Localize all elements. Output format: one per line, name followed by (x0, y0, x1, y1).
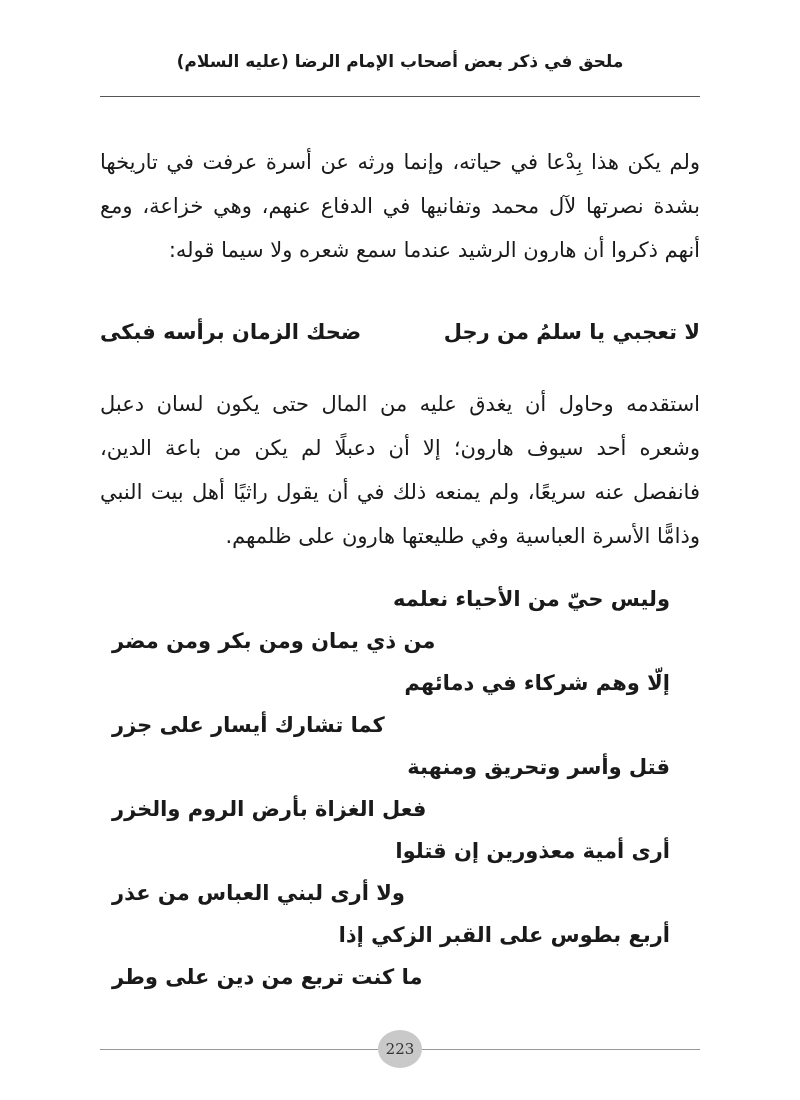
running-header: ملحق في ذكر بعض أصحاب الإمام الرضا (عليه السلام) (176, 52, 624, 72)
poem-verse-4-second: ولا أرى لبني العباس من عذر (112, 881, 405, 905)
poem-verse-4-first: أرى أمية معذورين إن قتلوا (395, 839, 670, 863)
poem-verse-3-first: قتل وأسر وتحريق ومنهبة (407, 755, 670, 779)
poem-verse-1-second: من ذي يمان ومن بكر ومن مضر (112, 629, 436, 653)
quoted-verse (100, 320, 700, 344)
footer-divider-left (100, 1049, 378, 1050)
poem-verse-5-second: ما كنت تربع من دين على وطر (112, 965, 423, 989)
header-divider (100, 96, 700, 97)
quoted-verse-first-hemistich: لا تعجبي يا سلمُ من رجل (443, 320, 700, 344)
page-number: 223 (378, 1030, 422, 1068)
paragraph-1: ولم يكن هذا بِدْعا في حياته، وإنما ورثه عن أسرة عرفت في تاريخها بشدة نصرتها لآل محمد وتفانيها في الدفاع عنهم، وهي خزاعة، ومع أنهم ذكروا أن هارون الرشيد عندما سمع شعره ولا سيما قوله: (100, 150, 700, 262)
poem-verse-5-first: أربع بطوس على القبر الزكي إذا (338, 923, 670, 947)
paragraph-2: استقدمه وحاول أن يغدق عليه من المال حتى يكون لسان دعبل وشعره أحد سيوف هارون؛ إلا أن دعبلًا لم يكن من باعة الدين، فانفصل عنه سريعًا، ولم يمنعه ذلك في أن يقول راثيًا أهل بيت النبي وذامًّا الأسرة العباسية وفي طليعتها هارون على ظلمهم. (100, 392, 700, 548)
poem-verse-1-first: وليس حيّ من الأحياء نعلمه (392, 587, 670, 611)
poem-verse-2-first: إلّا وهم شركاء في دمائهم (404, 671, 670, 695)
quoted-verse-second-hemistich: ضحك الزمان برأسه فبكى (100, 320, 362, 344)
poem-verse-2-second: كما تشارك أيسار على جزر (112, 713, 385, 737)
poem-verse-3-second: فعل الغزاة بأرض الروم والخزر (112, 797, 427, 821)
footer-divider-right (422, 1049, 700, 1050)
poem (100, 578, 700, 998)
